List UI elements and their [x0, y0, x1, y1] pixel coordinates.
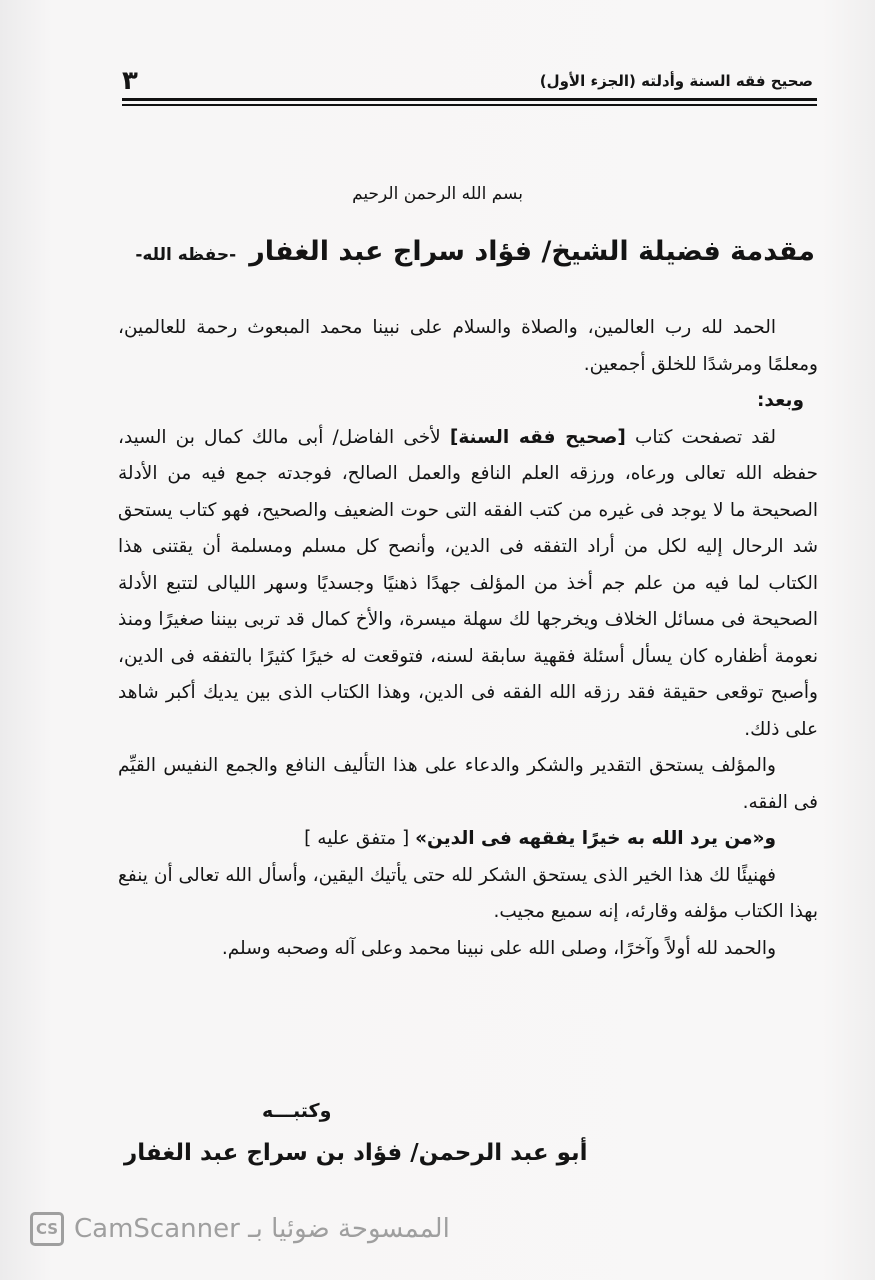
paragraph-book-review: [118, 420, 818, 749]
heading-main: مقدمة فضيلة الشيخ/ فؤاد سراج عبد الغفار: [249, 236, 815, 267]
camscanner-logo-icon: CS: [30, 1212, 64, 1246]
signature-wrote: وكتبـــه: [262, 1100, 332, 1122]
hadith-text: و«من يرد الله به خيرًا يفقهه فى الدين»: [415, 828, 776, 849]
paragraph-author-merit: والمؤلف يستحق التقدير والشكر والدعاء على هذا التأليف النافع والجمع النفيس القيِّم فى الفقه.: [118, 755, 818, 813]
p2-after: لأخى الفاضل/ أبى مالك كمال بن السيد، حفظه الله تعالى ورعاه، ورزقه العلم النافع والعمل الصالح، فوجدته جمع فيه من الأدلة الصحيحة ما لا يوجد فى غيره من كتب الفقه التى حوت الضعيف والصحيح، فهو كتاب يستحق شد الرحال إليه لكل من أراد التفقه فى الدين، وأنصح كل مسلم ومسلمة أن يقتنى هذا الكتاب لما فيه من علم جم أخذ من المؤلف جهدًا ذهنيًا وجسديًا وسهر الليالى لتتبع الأدلة الصحيحة فى مسائل الخلاف ويخرجها لك سهلة ميسرة، والأخ كمال قد تربى بيننا صغيرًا ومنذ نعومة أظفاره كان يسأل أسئلة فقهية سابقة لسنه، فتوقعت له خيرًا كثيرًا بالتفقه فى الدين، وأصبح توقعى حقيقة فقد رزقه الله الفقه فى الدين، وهذا الكتاب الذى بين يديك أكبر شاهد على ذلك.: [118, 426, 818, 740]
camscanner-text: CamScanner الممسوحة ضوئيا بـ: [74, 1214, 450, 1244]
book-title: [صحيح فقه السنة]: [449, 426, 626, 448]
heading-suffix: -حفظه الله-: [135, 245, 237, 265]
wa-ba3d-line: [118, 383, 818, 420]
bismillah: بسم الله الرحمن الرحيم: [352, 184, 523, 204]
camscanner-watermark: [30, 1206, 450, 1252]
paragraph-closing: والحمد لله أولاً وآخرًا، وصلى الله على نبينا محمد وعلى آله وصحبه وسلم.: [221, 937, 776, 959]
paragraph-congratulation: فهنيئًا لك هذا الخير الذى يستحق الشكر لله حتى يأتيك اليقين، وأسأل الله تعالى أن ينفع بهذا الكتاب مؤلفه وقارئه، إنه سميع مجيب.: [118, 864, 818, 922]
paragraph-praise: الحمد لله رب العالمين، والصلاة والسلام على نبينا محمد المبعوث رحمة للعالمين، ومعلمًا ومرشدًا للخلق أجمعين.: [118, 317, 818, 375]
introduction-heading: [135, 236, 815, 267]
header-rule-thick: [122, 98, 817, 101]
page-number: ٣: [122, 66, 138, 96]
hadith-reference: [ متفق عليه ]: [304, 828, 410, 849]
header-rule-thin: [122, 104, 817, 106]
p2-before: لقد تصفحت كتاب: [634, 426, 776, 448]
hadith-line: [118, 821, 818, 858]
body-text: [118, 310, 818, 967]
running-header-title: صحيح فقه السنة وأدلته (الجزء الأول): [539, 72, 813, 90]
signature-name: أبو عبد الرحمن/ فؤاد بن سراج عبد الغفار: [124, 1140, 588, 1166]
wa-ba3d: وبعد:: [757, 390, 804, 411]
